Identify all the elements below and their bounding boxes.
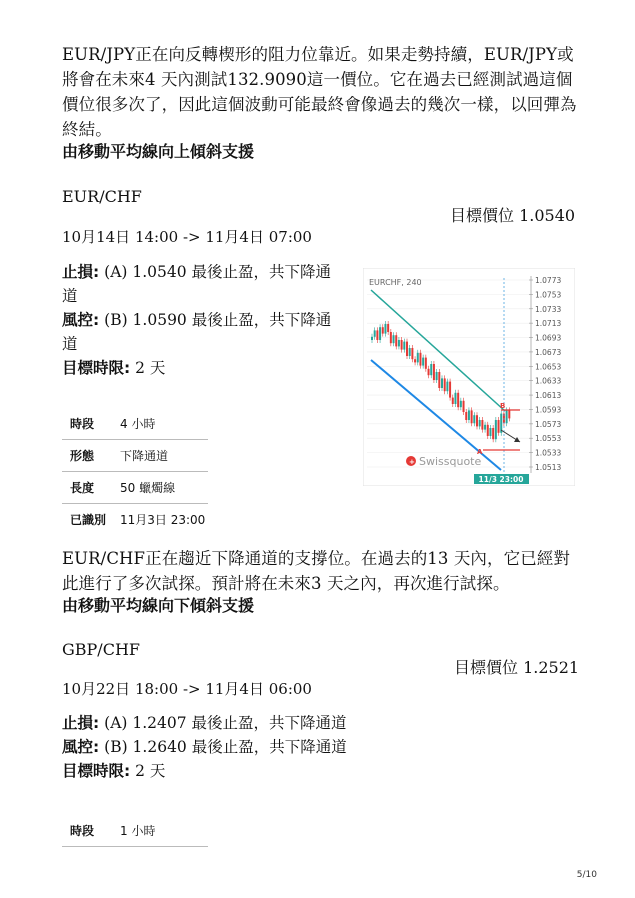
gbpchf-levels — [62, 711, 462, 783]
candle-body — [484, 425, 486, 430]
stop-label: 止損: — [62, 263, 100, 281]
candle-body — [382, 327, 384, 333]
eurchf-levels — [62, 260, 332, 380]
row-key: 時段 — [62, 408, 120, 440]
y-tick-label: 1.0753 — [535, 290, 562, 300]
eurchf-stop-line — [62, 260, 332, 308]
candle-body — [463, 401, 465, 412]
eurchf-pair-title: EUR/CHF — [62, 187, 142, 206]
logo-text: Swissquote — [419, 455, 482, 468]
candle-body — [495, 420, 497, 439]
candle-body — [406, 342, 408, 356]
row-value: 50 蠟燭線 — [120, 472, 208, 504]
candle-body — [411, 348, 413, 359]
candle-body — [444, 378, 446, 391]
eurchf-time-line — [62, 356, 332, 380]
candle-body — [398, 340, 400, 346]
candle-body — [419, 353, 421, 366]
candle-body — [452, 398, 454, 404]
candle-body — [481, 420, 483, 430]
candle-body — [393, 335, 395, 343]
candle-body — [441, 378, 443, 388]
candle-body — [376, 330, 378, 340]
candle-body — [465, 412, 467, 420]
eurchf-paragraph: EUR/CHF正在趨近下降通道的支撐位。在過去的13 天內，它已經對此進行了多次試探。預計將在未來3 天之內，再次進行試探。 — [62, 549, 571, 593]
candle-body — [473, 415, 475, 423]
y-tick-label: 1.0593 — [535, 405, 562, 415]
gbpchf-date-range: 10月22日 18:00 -> 11月4日 06:00 — [62, 680, 312, 698]
candle-body — [498, 420, 500, 433]
candle-body — [471, 410, 473, 423]
candle-body — [446, 382, 448, 392]
table-row — [62, 408, 208, 440]
gbpchf-stop-line — [62, 711, 462, 735]
candle-body — [403, 342, 405, 350]
eurchf-target-price: 目標價位 1.0540 — [450, 206, 576, 225]
row-value: 下降通道 — [120, 440, 208, 472]
candle-body — [433, 364, 435, 380]
risk-label: 風控: — [62, 311, 100, 329]
candle-body — [425, 358, 427, 369]
candle-body — [479, 420, 481, 426]
candle-body — [489, 428, 491, 436]
candle-body — [436, 372, 438, 380]
y-tick-label: 1.0673 — [535, 347, 562, 357]
row-value: 1 小時 — [120, 824, 156, 838]
time-text: 2 天 — [135, 762, 166, 780]
label-a: A — [477, 448, 483, 456]
candle-body — [374, 330, 376, 336]
candle-body — [476, 415, 478, 426]
y-tick-label: 1.0613 — [535, 391, 562, 401]
eurchf-date-range: 10月14日 14:00 -> 11月4日 07:00 — [62, 228, 312, 246]
risk-text: (B) 1.2640 最後止盈，共下降通道 — [104, 738, 347, 756]
eurchf-price-chart — [363, 268, 575, 486]
y-tick-label: 1.0553 — [535, 434, 562, 444]
candle-body — [454, 393, 456, 404]
candle-body — [428, 369, 430, 375]
gbpchf-risk-line — [62, 735, 462, 759]
y-tick-label: 1.0533 — [535, 448, 562, 458]
time-label: 目標時限: — [62, 762, 131, 780]
y-tick-label: 1.0713 — [535, 319, 562, 329]
candle-body — [487, 425, 489, 436]
y-tick-label: 1.0693 — [535, 333, 562, 343]
date-tag: 11/3 23:00 — [478, 475, 524, 484]
y-tick-label: 1.0513 — [535, 463, 562, 472]
candle-body — [414, 359, 416, 362]
candle-body — [409, 348, 411, 356]
candle-body — [449, 382, 451, 398]
gbpchf-time-line — [62, 759, 462, 783]
label-b: B — [500, 402, 506, 410]
candle-body — [422, 358, 424, 366]
page-number: 5/10 — [576, 870, 597, 880]
candle-body — [387, 324, 389, 332]
candle-body — [506, 410, 508, 423]
candle-body — [460, 401, 462, 407]
candle-body — [371, 337, 373, 340]
y-tick-label: 1.0773 — [535, 276, 562, 285]
candle-body — [508, 410, 510, 418]
table-row — [62, 815, 208, 847]
y-tick-label: 1.0633 — [535, 376, 562, 386]
table-row — [62, 472, 208, 504]
candle-body — [492, 428, 494, 439]
time-text: 2 天 — [135, 359, 166, 377]
gbpchf-target-price: 目標價位 1.2521 — [454, 658, 580, 677]
candle-body — [457, 393, 459, 407]
row-key: 已識別 — [70, 513, 107, 527]
gbpchf-info-table — [62, 815, 208, 847]
row-key: 長度 — [62, 472, 120, 504]
stop-text: (A) 1.2407 最後止盈，共下降通道 — [104, 714, 347, 732]
eurchf-heading: 由移動平均線向下傾斜支援 — [62, 596, 255, 615]
row-key: 形態 — [62, 440, 120, 472]
eurchf-info-table — [62, 408, 208, 535]
y-tick-label: 1.0733 — [535, 304, 562, 314]
time-label: 目標時限: — [62, 359, 131, 377]
y-tick-label: 1.0573 — [535, 419, 562, 429]
candle-body — [390, 332, 392, 343]
row-key: 時段 — [70, 824, 95, 838]
gbpchf-pair-title: GBP/CHF — [62, 640, 140, 659]
table-row — [62, 440, 208, 472]
table-row — [62, 504, 208, 536]
candle-body — [417, 353, 419, 363]
stop-text: (A) 1.0540 最後止盈，共下降通道 — [62, 263, 332, 305]
risk-text: (B) 1.0590 最後止盈，共下降通道 — [62, 311, 332, 353]
candle-body — [384, 324, 386, 334]
intro-paragraph: EUR/JPY正在向反轉楔形的阻力位靠近。如果走勢持續，EUR/JPY或將會在未來4 天內測試132.9090這一價位。它在過去已經測試過這個價位很多次了，因此這個波動可能最終會像過去的幾次一樣，以回彈為終結。 — [62, 45, 577, 139]
candle-body — [438, 372, 440, 388]
chart-title: EURCHF, 240 — [369, 278, 422, 287]
intro-heading: 由移動平均線向上傾斜支援 — [62, 142, 255, 161]
stop-label: 止損: — [62, 714, 100, 732]
row-value: 11月3日 23:00 — [120, 513, 206, 527]
candle-body — [430, 364, 432, 375]
candle-body — [468, 410, 470, 420]
eurchf-risk-line — [62, 308, 332, 356]
candle-body — [395, 335, 397, 346]
row-value: 4 小時 — [120, 408, 208, 440]
candle-body — [401, 340, 403, 350]
svg-text:+: + — [409, 458, 415, 466]
y-tick-label: 1.0653 — [535, 362, 562, 372]
risk-label: 風控: — [62, 738, 100, 756]
candle-body — [379, 327, 381, 340]
